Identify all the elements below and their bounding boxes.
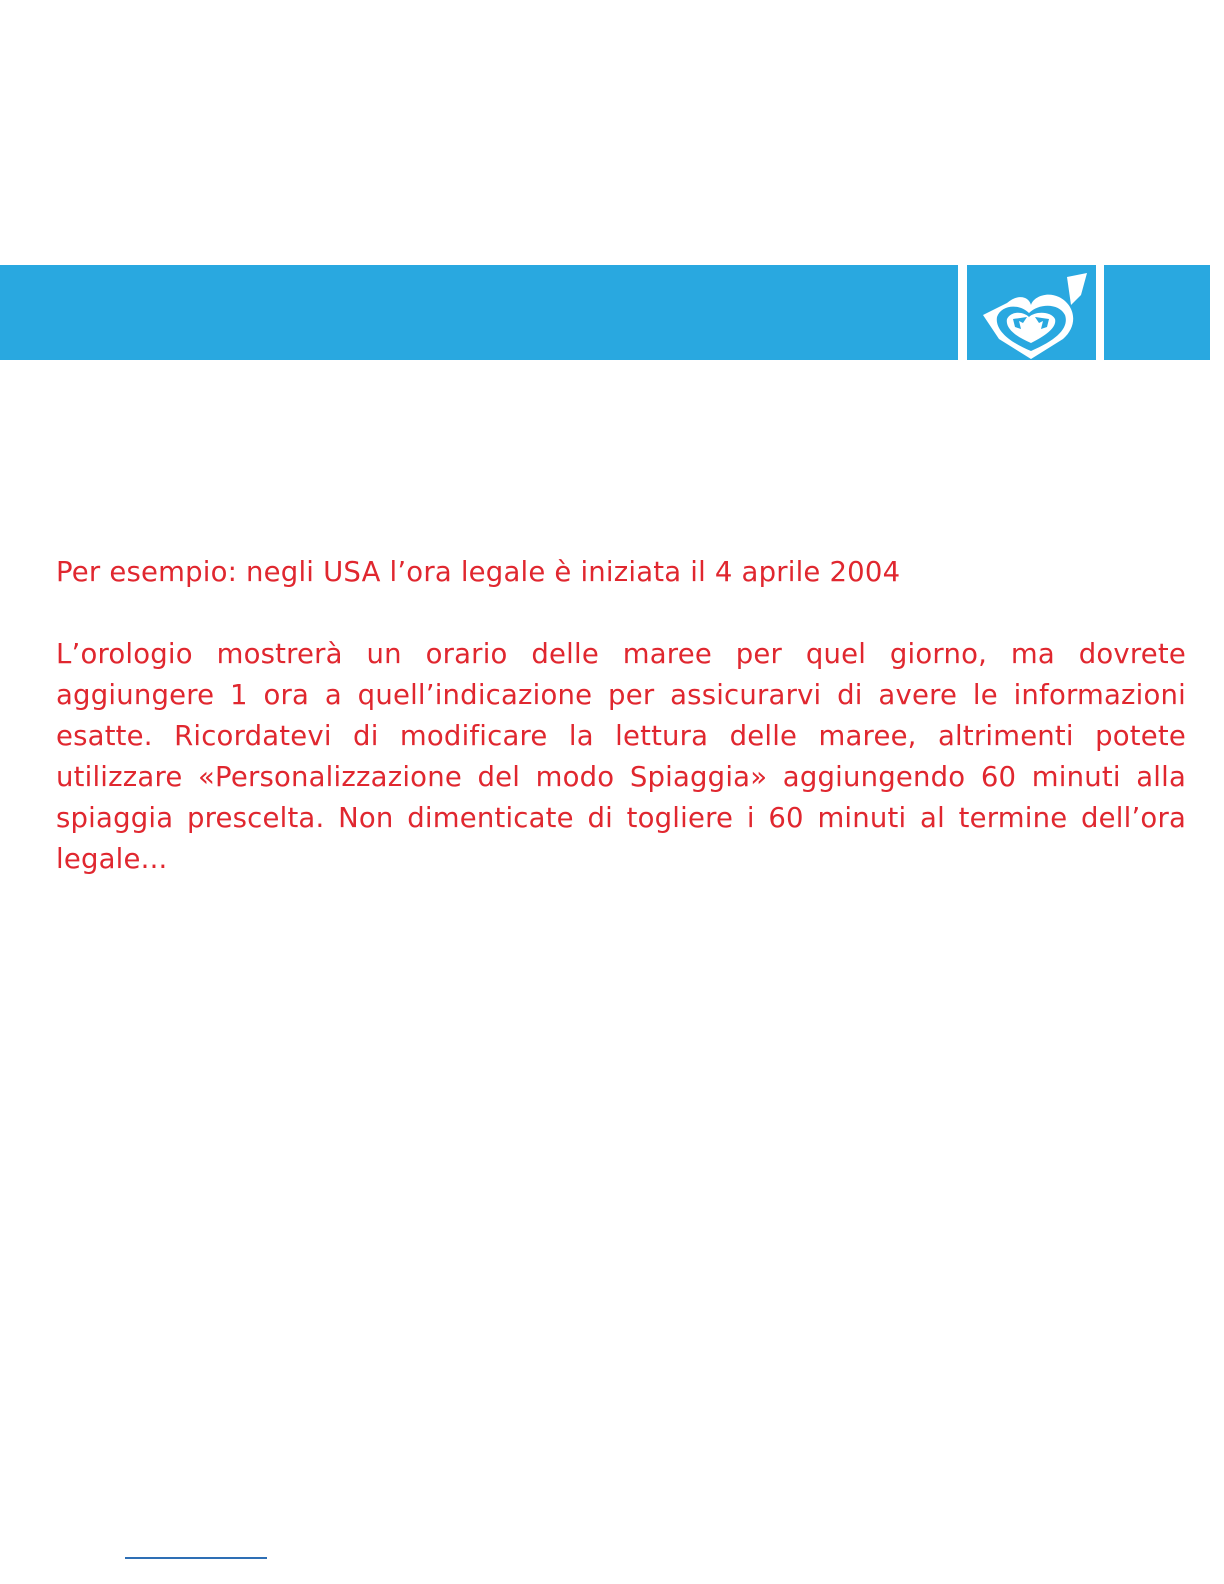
- header-band-end: [1104, 265, 1210, 360]
- footer-rule: [125, 1557, 267, 1559]
- content-block: [56, 552, 1186, 880]
- brand-logo: [967, 265, 1096, 360]
- intro-paragraph: Per esempio: negli USA l’ora legale è iniziata il 4 aprile 2004: [56, 556, 901, 588]
- header-band: [0, 265, 958, 360]
- roxy-heart-logo-icon: [967, 265, 1096, 360]
- body-paragraph: L’orologio mostrerà un orario delle maree per quel giorno, ma dovrete aggiungere 1 ora a quell’indicazione per assicurarvi di avere le informazioni esatte. Ricordatevi di modificare la lettura delle maree, altrimenti potete utilizzare «Personalizzazione del modo Spiaggia» aggiungendo 60 minuti alla spiaggia prescelta. Non dimenticate di togliere i 60 minuti al termine dell’ora legale...: [56, 638, 1186, 875]
